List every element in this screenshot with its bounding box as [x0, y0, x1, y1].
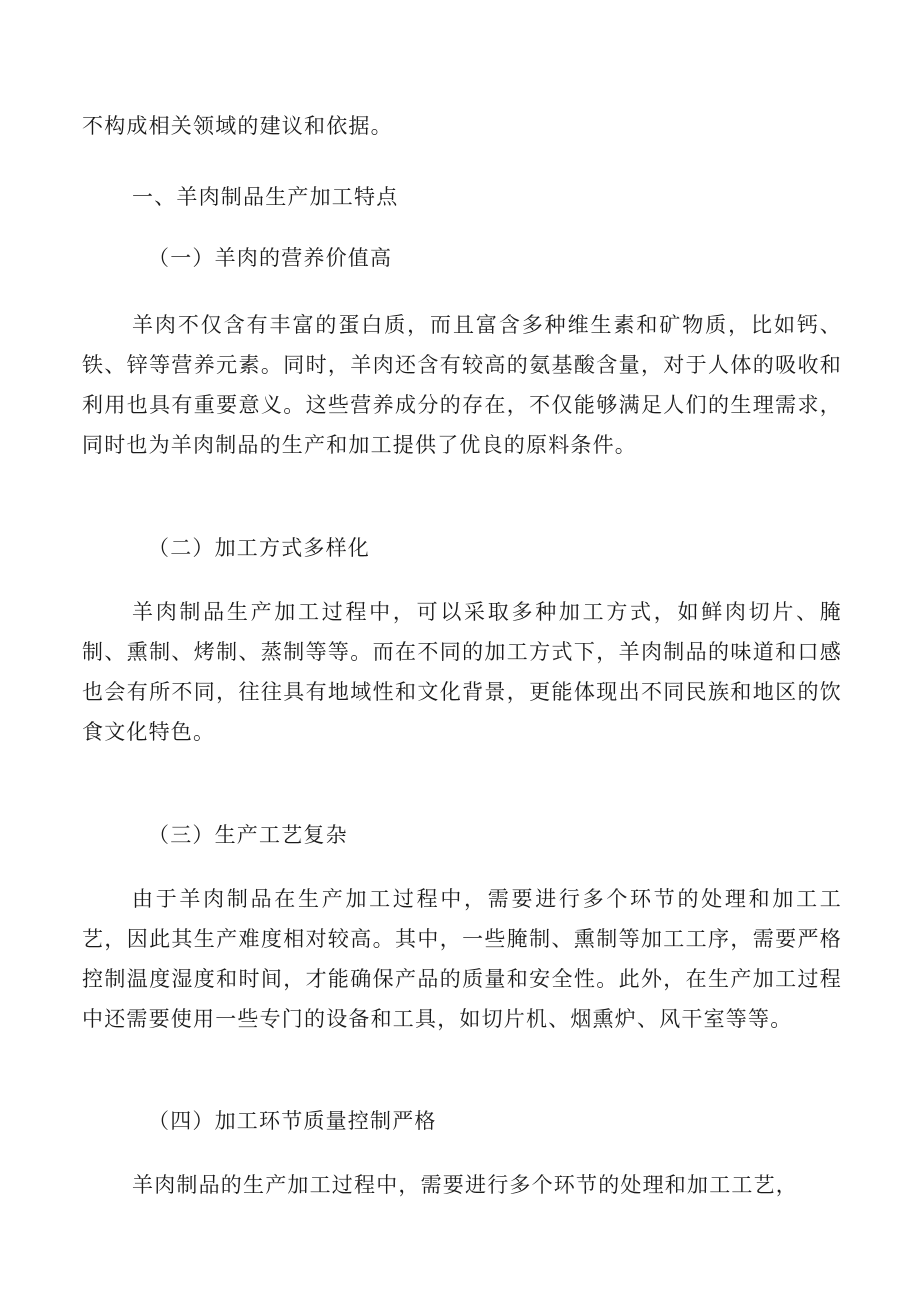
lead-line: 不构成相关领域的建议和依据。 — [82, 114, 393, 138]
subsection-heading-3: （三）生产工艺复杂 — [148, 823, 348, 847]
paragraph-2: 羊肉制品生产加工过程中，可以采取多种加工方式，如鲜肉切片、腌制、熏制、烤制、蒸制等等。而在不同的加工方式下，羊肉制品的味道和口感也会有所不同，往往具有地域性和文化背景，更能体现出不同民族和地区的饮食文化特色。 — [82, 600, 842, 744]
paragraph-3: 由于羊肉制品在生产加工过程中，需要进行多个环节的处理和加工工艺，因此其生产难度相对较高。其中，一些腌制、熏制等加工工序，需要严格控制温度湿度和时间，才能确保产品的质量和安全性。此外，在生产加工过程中还需要使用一些专门的设备和工具，如切片机、烟熏炉、风干室等等。 — [82, 887, 842, 1031]
subsection-heading-2: （二）加工方式多样化 — [148, 536, 370, 560]
paragraph-1: 羊肉不仅含有丰富的蛋白质，而且富含多种维生素和矿物质，比如钙、铁、锌等营养元素。同时，羊肉还含有较高的氨基酸含量，对于人体的吸收和利用也具有重要意义。这些营养成分的存在，不仅能够满足人们的生理需求，同时也为羊肉制品的生产和加工提供了优良的原料条件。 — [82, 313, 842, 457]
paragraph-4: 羊肉制品的生产加工过程中，需要进行多个环节的处理和加工工艺， — [132, 1173, 798, 1197]
subsection-heading-1: （一）羊肉的营养价值高 — [148, 246, 393, 270]
section-title: 一、羊肉制品生产加工特点 — [132, 185, 399, 209]
subsection-heading-4: （四）加工环节质量控制严格 — [148, 1109, 437, 1133]
